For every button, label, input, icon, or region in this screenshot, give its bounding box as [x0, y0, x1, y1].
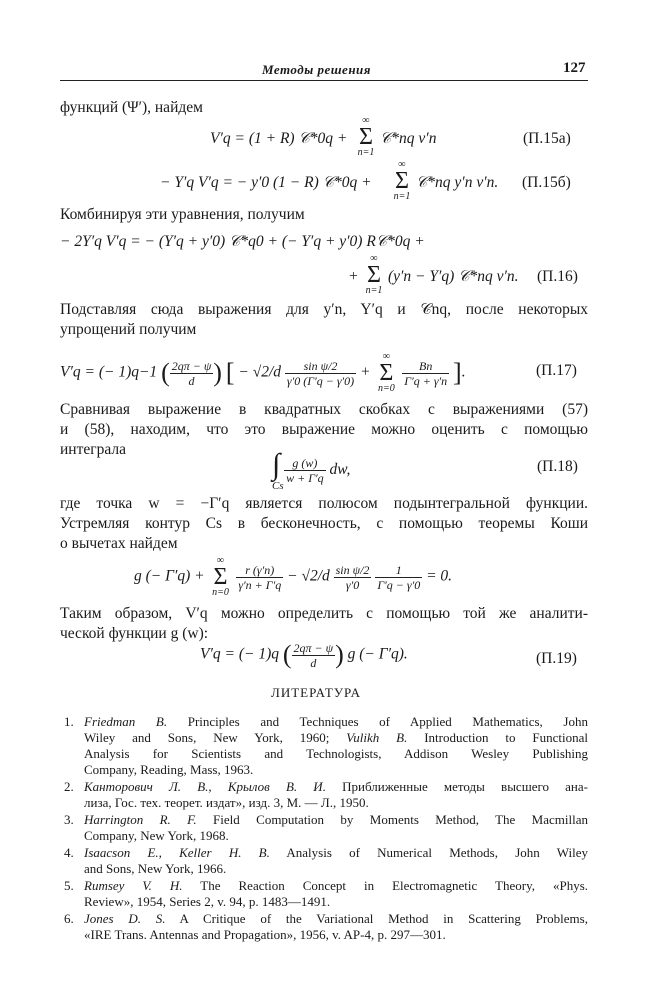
equation-18-contour: Cs: [272, 480, 284, 492]
reference-number: 4.: [64, 845, 74, 860]
equation-number-17: (П.17): [536, 362, 577, 379]
paragraph-intro: функций (Ψ′), найдем: [60, 99, 203, 116]
paragraph-thus-line2: ческой функции g (w):: [60, 625, 209, 642]
equation-number-18: (П.18): [537, 458, 578, 475]
paragraph-combining: Комбинируя эти уравнения, получим: [60, 206, 305, 223]
page-number: 127: [563, 60, 586, 76]
reference-item: Jones D. S. A Critique of the Variational Method in Scattering Problems, «IRE Trans. Antennas and Propagation», 1956, v. AP-4, p. 297—301.: [84, 911, 588, 942]
paragraph-comparing-line3: интеграла: [60, 441, 126, 458]
equation-15b-left: − Y′q V′q = − y′0 (1 − R) 𝒞*0q +: [160, 174, 372, 191]
equation-19: V′q = (− 1)q ( $\frac{2q\pi - \psi}{d}$ ) g (− Γ′q).: [200, 640, 408, 670]
sum-symbol-16: ∞ Σ n=1: [365, 253, 383, 296]
equation-16-plus: +: [348, 268, 359, 285]
sum-symbol-15b: ∞ Σ n=1: [393, 159, 411, 202]
equation-number-19: (П.19): [536, 650, 577, 667]
equation-16-line1: − 2Y′q V′q = − (Y′q + y′0) 𝒞*q0 + (− Y′q + y′0) R𝒞*0q +: [60, 233, 425, 250]
equation-residue: g (− Γ′q) + ∞ Σ n=0 $\frac{r (\gamma'n)}{\gamma'n + \Gamma'q}$ − √2/d $\frac{\text{sin ψ/2}}{\gamma'0}$ $\frac{1}{\Gamma'q - \gamma'0}$ = 0.: [134, 555, 453, 598]
equation-15a-right: 𝒞*nq v′n: [380, 130, 437, 147]
sum-symbol-15a: ∞ Σ n=1: [357, 115, 375, 158]
running-header-title: Методы решения: [262, 62, 371, 77]
equation-15a-left: V′q = (1 + R) 𝒞*0q +: [210, 130, 348, 147]
reference-number: 3.: [64, 812, 74, 827]
paragraph-comparing-line2: и (58), находим, что это выражение можно оценить с помощью: [60, 421, 588, 438]
paragraph-pole-line2: Устремляя контур Cs в бесконечность, с помощью теоремы Коши: [60, 515, 588, 532]
header-rule: [60, 80, 588, 81]
equation-number-15a: (П.15а): [523, 130, 571, 147]
references-heading: ЛИТЕРАТУРА: [271, 685, 361, 700]
reference-item: Harrington R. F. Field Computation by Moments Method, The Macmillan Company, New York, 1968.: [84, 812, 588, 843]
equation-number-15b: (П.15б): [522, 174, 571, 191]
equation-17: V′q = (− 1)q−1 ( $\frac{2q\pi - \psi}{d}$ ) [ − √2/d $\frac{\text{sin ψ/2}}{\gamma'0 (\Gamma'q - \gamma'0)}$ + ∞ Σ n=0 $\frac{Bn}{\Gamma'q + \gamma'n}$ ].: [60, 351, 466, 394]
reference-number: 5.: [64, 878, 74, 893]
paragraph-pole-line1: где точка w = −Γ′q является полюсом подынтегральной функции.: [60, 495, 588, 512]
equation-16-line2: (y′n − Y′q) 𝒞*nq v′n.: [388, 268, 519, 285]
paragraph-comparing-line1: Сравнивая выражение в квадратных скобках с выражениями (57): [60, 401, 588, 418]
paragraph-pole-line3: о вычетах найдем: [60, 535, 178, 552]
reference-item: Isaacson E., Keller H. B. Analysis of Numerical Methods, John Wiley and Sons, New York, 1966.: [84, 845, 588, 876]
reference-number: 2.: [64, 779, 74, 794]
reference-item: Friedman B. Principles and Techniques of Applied Mathematics, John Wiley and Sons, New York, 1960; Vulikh B. Introduction to Functional Analysis for Scientists and Technologists, Addison Wesley Publishing Company, Reading, Mass, 1963.: [84, 714, 588, 777]
paragraph-thus-line1: Таким образом, V′q можно определить с помощью той же аналити-: [60, 605, 588, 622]
paragraph-substituting-line1: Подставляя сюда выражения для y′n, Y′q и 𝒞nq, после некоторых: [60, 301, 588, 318]
equation-number-16: (П.16): [537, 268, 578, 285]
reference-number: 1.: [64, 714, 74, 729]
reference-item: Канторович Л. В., Крылов В. И. Приближенные методы высшего ана- лиза, Гос. тех. теорет. издат», изд. 3, М. — Л., 1950.: [84, 779, 588, 810]
reference-item: Rumsey V. H. The Reaction Concept in Electromagnetic Theory, «Phys. Review», 1954, Series 2, v. 94, p. 1483—1491.: [84, 878, 588, 909]
paragraph-substituting-line2: упрощений получим: [60, 321, 197, 338]
equation-15b-right: 𝒞*nq y′n v′n.: [416, 174, 499, 191]
reference-number: 6.: [64, 911, 74, 926]
equation-18: ∫ $\frac{g (w)}{w + \Gamma'q}$ dw,: [272, 448, 351, 485]
